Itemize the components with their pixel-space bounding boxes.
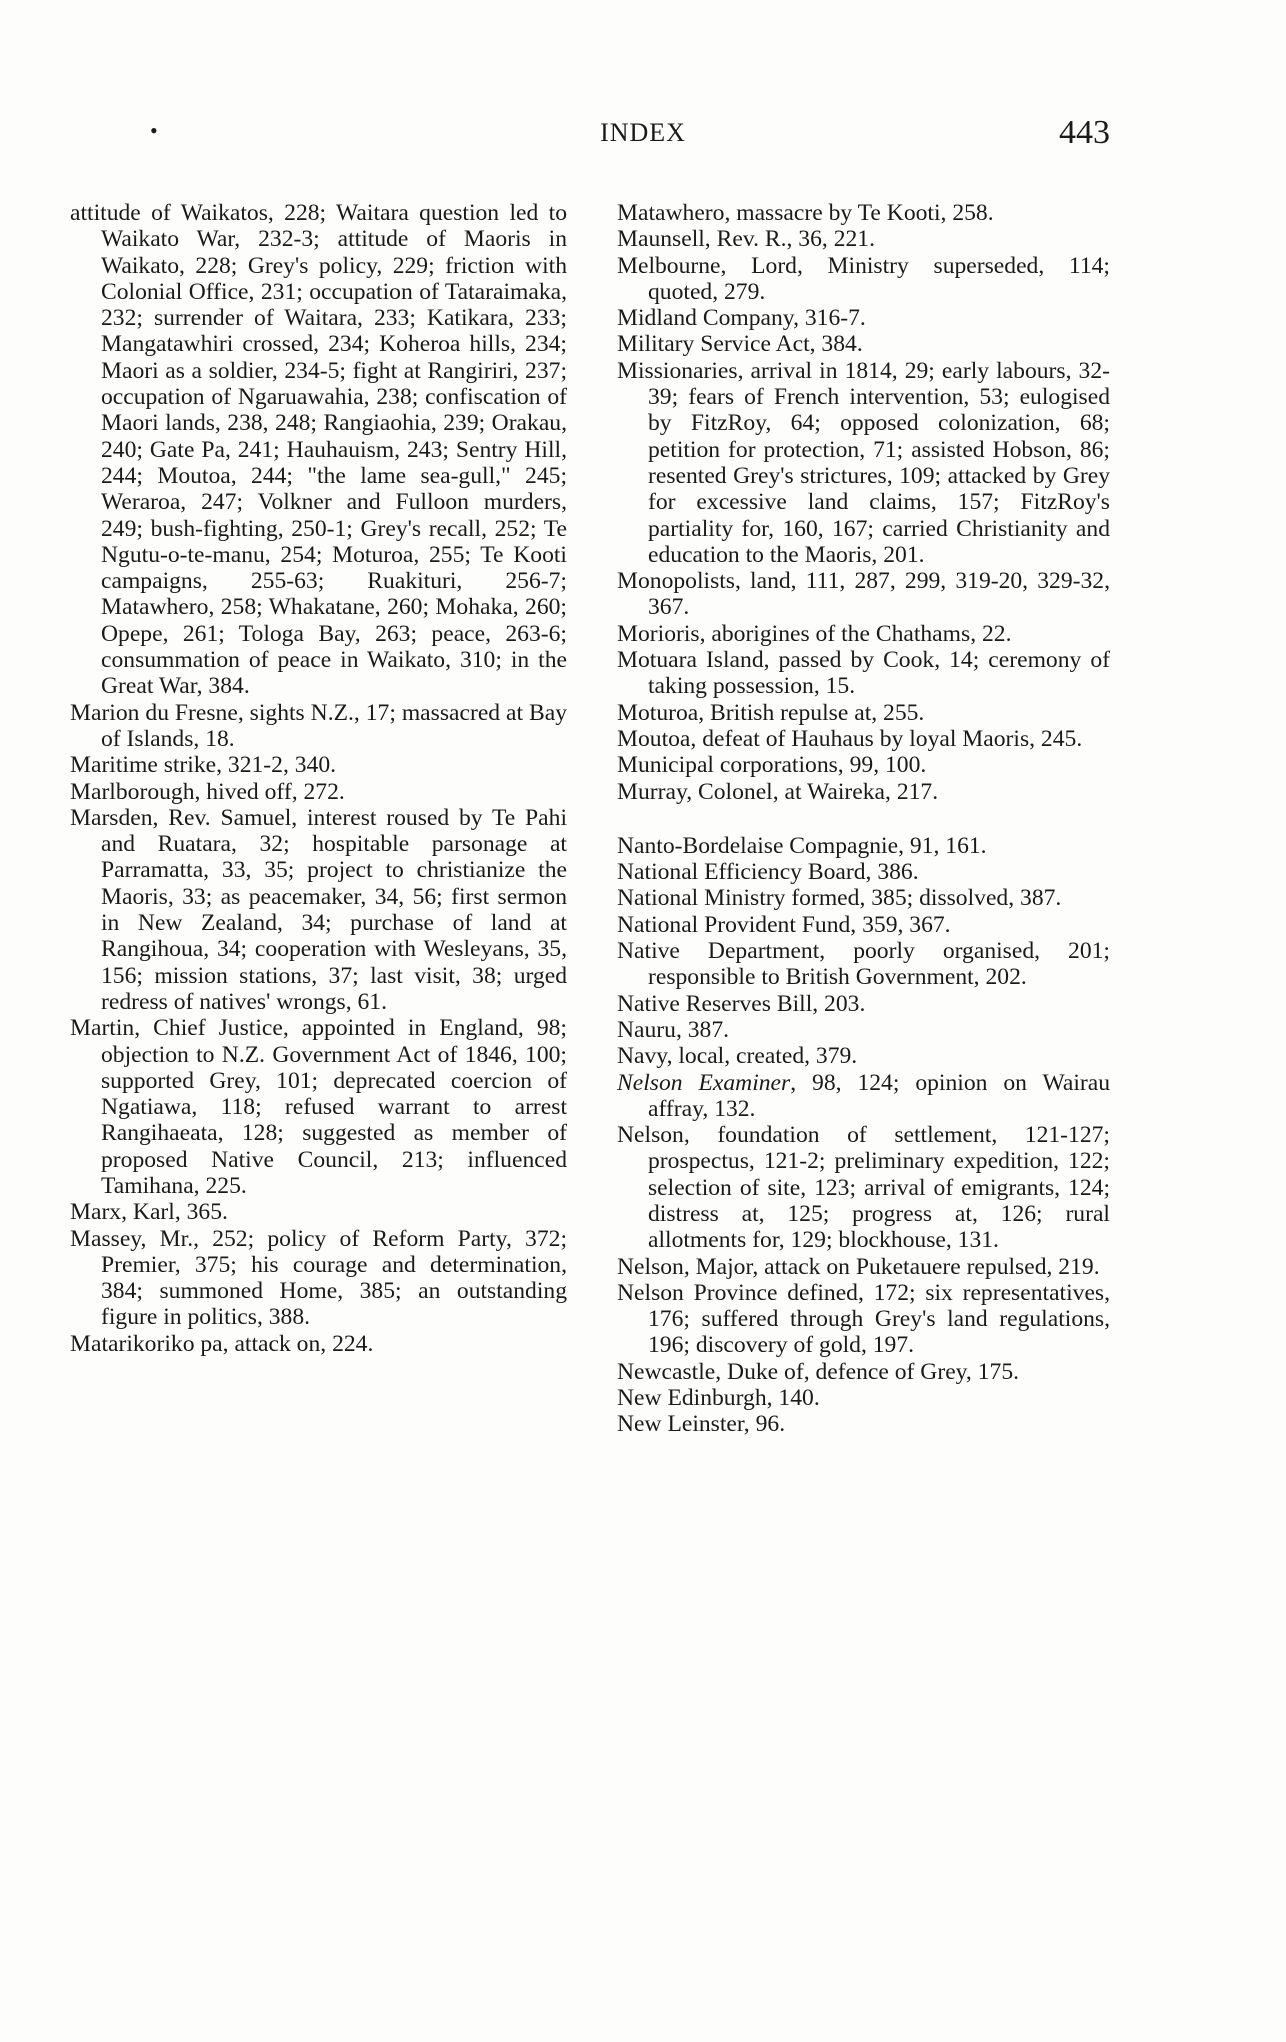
index-entry: National Ministry formed, 385; dissolved, 387. [617, 885, 1062, 912]
index-entry: Monopolists, land, 111, 287, 299, 319-20, 329-32, 367. [617, 568, 1110, 621]
index-entry: Marion du Fresne, sights N.Z., 17; massacred at Bay of Islands, 18. [70, 699, 567, 752]
index-entry: New Edinburgh, 140. [617, 1385, 820, 1412]
index-entry: Municipal corporations, 99, 100. [617, 752, 927, 779]
index-entry: Nelson, foundation of settlement, 121-127; prospectus, 121-2; preliminary expedition, 122; selection of site, 123; arrival of emigrants, 124; distress at, 125; progress at, 126; rural allotments for, 129; blockhouse, 131. [617, 1122, 1110, 1254]
index-entry: Nelson Province defined, 172; six representatives, 176; suffered through Grey's land regulations, 196; discovery of gold, 197. [617, 1279, 1110, 1359]
index-entry [617, 1070, 1110, 1123]
index-entry: Moutoa, defeat of Hauhaus by loyal Maoris, 245. [617, 725, 1083, 752]
index-entry: Moturoa, British repulse at, 255. [617, 699, 925, 726]
index-entry: Massey, Mr., 252; policy of Reform Party, 372; Premier, 375; his courage and determination, 384; summoned Home, 385; an outstanding figure in politics, 388. [70, 1225, 567, 1331]
page-mark: • [150, 118, 158, 143]
index-column-left [70, 200, 567, 1357]
index-entry: Melbourne, Lord, Ministry superseded, 114; quoted, 279. [617, 252, 1110, 305]
page-number: 443 [1059, 114, 1110, 151]
page-title: INDEX [600, 118, 686, 147]
index-entry: Nauru, 387. [617, 1016, 730, 1043]
index-entry: Nanto-Bordelaise Compagnie, 91, 161. [617, 832, 987, 859]
index-entry: attitude of Waikatos, 228; Waitara question led to Waikato War, 232-3; attitude of Maoris in Waikato, 228; Grey's policy, 229; friction with Colonial Office, 231; occupation of Tataraimaka, 232; surrender of Waitara, 233; Katikara, 233; Mangatawhiri crossed, 234; Koheroa hills, 234; Maori as a soldier, 234-5; fight at Rangiriri, 237; occupation of Ngaruawahia, 238; confiscation of Maori lands, 238, 248; Rangiaohia, 239; Orakau, 240; Gate Pa, 241; Hauhauism, 243; Sentry Hill, 244; Moutoa, 244; "the lame sea-gull," 245; Weraroa, 247; Volkner and Fulloon murders, 249; bush-fighting, 250-1; Grey's recall, 252; Te Ngutu-o-te-manu, 254; Moturoa, 255; Te Kooti campaigns, 255-63; Ruakituri, 256-7; Matawhero, 258; Whakatane, 260; Mohaka, 260; Opepe, 261; Tologa Bay, 263; peace, 263-6; consummation of peace in Waikato, 310; in the Great War, 384. [70, 200, 567, 700]
index-entry: Marsden, Rev. Samuel, interest roused by Te Pahi and Ruatara, 32; hospitable parsonage at Parramatta, 33, 35; project to christianize the Maoris, 33; as peacemaker, 34, 56; first sermon in New Zealand, 34; purchase of land at Rangihoua, 34; cooperation with Wesleyans, 35, 156; mission stations, 37; last visit, 38; urged redress of natives' wrongs, 61. [70, 804, 567, 1015]
index-entry: Murray, Colonel, at Waireka, 217. [617, 778, 939, 805]
index-entry: Newcastle, Duke of, defence of Grey, 175. [617, 1358, 1020, 1385]
italic-title: Nelson Examiner [617, 1069, 791, 1096]
index-entry: New Leinster, 96. [617, 1411, 786, 1438]
index-entry: Marx, Karl, 365. [70, 1199, 228, 1226]
index-entry: Martin, Chief Justice, appointed in England, 98; objection to N.Z. Government Act of 1846, 100; supported Grey, 101; deprecated coercion of Ngatiawa, 118; refused warrant to arrest Rangihaeata, 128; suggested as member of proposed Native Council, 213; influenced Tamihana, 225. [70, 1015, 567, 1199]
index-entry: Military Service Act, 384. [617, 331, 863, 358]
index-entry: Native Reserves Bill, 203. [617, 990, 866, 1017]
index-entry: Maunsell, Rev. R., 36, 221. [617, 226, 875, 253]
index-entry: Motuara Island, passed by Cook, 14; ceremony of taking possession, 15. [617, 647, 1110, 700]
index-entry: Nelson, Major, attack on Puketauere repulsed, 219. [617, 1253, 1100, 1280]
index-entry: Native Department, poorly organised, 201; responsible to British Government, 202. [617, 938, 1110, 991]
index-entry: Navy, local, created, 379. [617, 1043, 858, 1070]
entry-rest: , 98, 124; opinion on Wairau affray, 132. [648, 1069, 1110, 1122]
index-entry: Missionaries, arrival in 1814, 29; early labours, 32-39; fears of French intervention, 53; eulogised by FitzRoy, 64; opposed colonization, 68; petition for protection, 71; assisted Hobson, 86; resented Grey's strictures, 109; attacked by Grey for excessive land claims, 157; FitzRoy's partiality for, 160, 167; carried Christianity and education to the Maoris, 201. [617, 357, 1110, 568]
index-entry: Marlborough, hived off, 272. [70, 778, 345, 805]
index-entry: Matawhero, massacre by Te Kooti, 258. [617, 200, 994, 226]
index-entry: National Efficiency Board, 386. [617, 859, 919, 886]
index-entry: Morioris, aborigines of the Chathams, 22. [617, 620, 1012, 647]
index-entry: Midland Company, 316-7. [617, 305, 866, 332]
index-entry: National Provident Fund, 359, 367. [617, 911, 951, 938]
index-column-right [617, 200, 1110, 1438]
index-entry: Maritime strike, 321-2, 340. [70, 752, 337, 779]
index-entry: Matarikoriko pa, attack on, 224. [70, 1330, 374, 1357]
page-header [0, 114, 1286, 158]
